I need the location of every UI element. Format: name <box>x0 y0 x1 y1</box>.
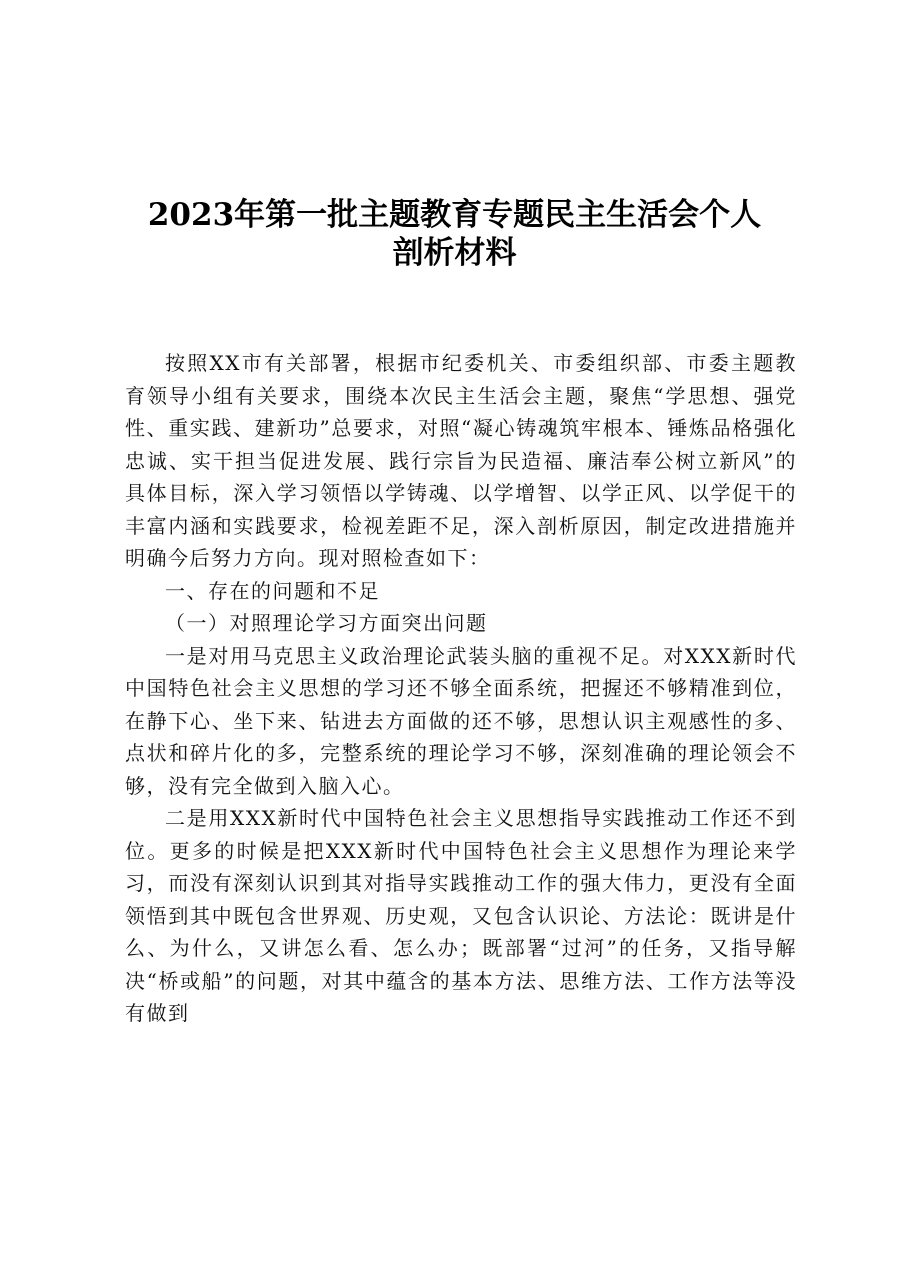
paragraph-point-1: 一是对用马克思主义政治理论武装头脑的重视不足。对XXX新时代中国特色社会主义思想的学习还不够全面系统，把握还不够精准到位，在静下心、坐下来、钻进去方面做的还不够，思想认识主观感性的多、点状和碎片化的多，完整系统的理论学习不够，深刻准确的理论领会不够，没有完全做到入脑入心。 <box>125 643 797 798</box>
document-body <box>125 347 797 1030</box>
document-title-line-2: 剖析材料 <box>392 235 517 271</box>
paragraph-intro: 按照XX市有关部署，根据市纪委机关、市委组织部、市委主题教育领导小组有关要求，围绕本次民主生活会主题，聚焦“学思想、强党性、重实践、建新功”总要求，对照“凝心铸魂筑牢根本、锤炼品格强化忠诚、实干担当促进发展、践行宗旨为民造福、廉洁奉公树立新风”的具体目标，深入学习领悟以学铸魂、以学增智、以学正风、以学促干的丰富内涵和实践要求，检视差距不足，深入剖析原因，制定改进措施并明确今后努力方向。现对照检查如下： <box>125 351 797 570</box>
paragraph-point-2: 二是用XXX新时代中国特色社会主义思想指导实践推动工作还不到位。更多的时候是把XXX新时代中国特色社会主义思想作为理论来学习，而没有深刻认识到其对指导实践推动工作的强大伟力，更没有全面领悟到其中既包含世界观、历史观，又包含认识论、方法论：既讲是什么、为什么，又讲怎么看、怎么办；既部署“过河”的任务，又指导解决“桥或船”的问题，对其中蕴含的基本方法、思维方法、工作方法等没有做到 <box>125 806 797 1025</box>
document-title-line-1: 2023年第一批主题教育专题民主生活会个人 <box>147 197 762 233</box>
section-heading: 一、存在的问题和不足 <box>165 578 380 603</box>
subsection-heading: （一）对照理论学习方面突出问题 <box>165 611 488 635</box>
